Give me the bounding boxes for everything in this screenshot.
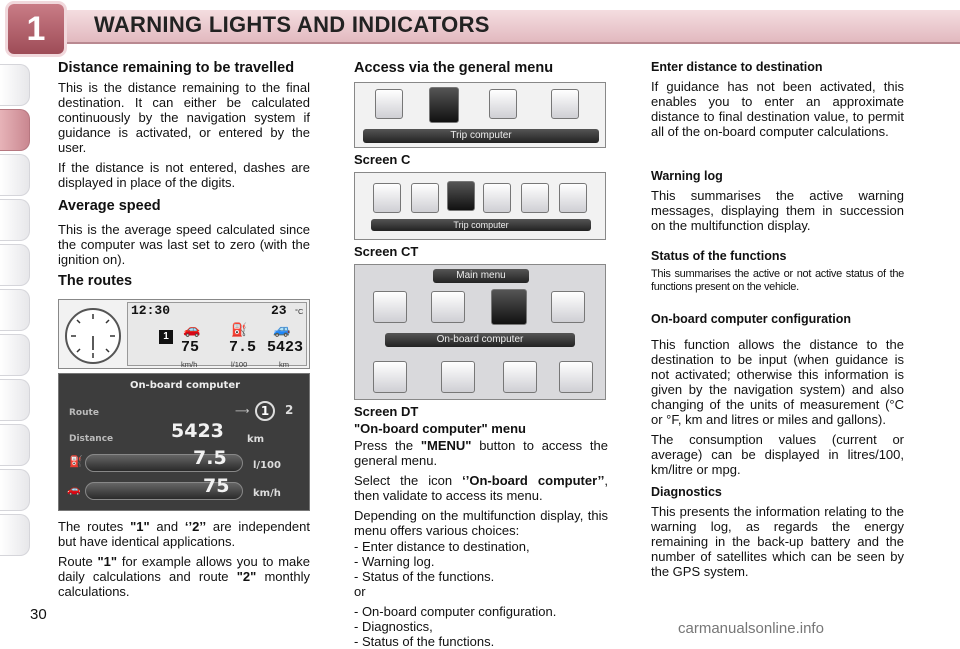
screen-dt-bar: On-board computer [385,333,575,347]
dashboard-display [58,299,310,369]
menu-heading: "On-board computer" menu [354,421,526,436]
chapter-tab[interactable] [0,334,30,376]
config-text-2: The consumption values (current or average) can be displayed in litres/100, km/litre or mpg. [651,432,904,477]
text-bold: "1" [97,554,118,569]
press-menu-text [354,438,608,468]
list-item: - Warning log. [354,554,435,569]
telephone-icon[interactable] [373,361,407,393]
screen-c-display [354,82,606,148]
settings-icon[interactable] [483,183,511,213]
text-bold: "2" [236,569,257,584]
enter-distance-text: If guidance has not been activated, this enables you to enter an approximate distance to final destination value, to permit all of the on-board computer calculations. [651,79,904,139]
speedometer-dial [65,308,121,364]
chapter-tab[interactable] [0,424,30,466]
telephone-icon[interactable] [551,89,579,119]
dial-ticks [67,310,119,362]
distance-unit: km [279,360,289,369]
text-bold: ‘’On-board computer’’ [462,473,605,488]
diagnostics-heading: Diagnostics [651,485,722,499]
text-run: Select the icon [354,473,463,488]
config-heading: On-board computer configuration [651,312,851,326]
text-run: , then validate to access its menu. [354,473,608,503]
consumption-readout: 7.5 [229,339,257,356]
screen-c-caption: Screen C [354,152,411,167]
config-text-1: This function allows the distance to the destination to be input (when guidance is not activated; otherwise this information is given by the navigation system) and also changing of the units of measurement (°C or °F, km and litres or miles and gallons). [651,337,904,427]
obc-title: On-board computer [129,380,241,391]
onboard-computer-icon[interactable] [491,289,527,325]
text-run: monthly calculations. [58,569,310,599]
screen-ct-bar: Trip computer [371,219,591,231]
obc-distance-label: Distance [69,434,114,444]
text-bold: "MENU" [420,438,472,453]
obc-consumption-value: 7.5 [193,447,227,469]
text-run: for example allows you to make daily calculations and route [58,554,310,584]
audio-icon[interactable] [441,361,475,393]
text-bold: ‘’2’’ [184,519,207,534]
settings-icon[interactable] [551,291,585,323]
chapter-tab[interactable] [0,154,30,196]
page-number: 30 [30,606,47,623]
text-run: and [149,519,185,534]
choices-list-b [354,604,608,649]
routes-text-1 [58,519,310,549]
trip-computer-icon[interactable] [447,181,475,211]
text-run: are independent but have identical applications. [58,519,310,549]
fuel-icon: ⛽ [231,322,248,337]
routes-text-2 [58,554,310,599]
list-item: - Enter distance to destination, [354,539,530,554]
obc-route-label: Route [69,408,99,418]
clock-readout: 12:30 [131,303,171,318]
middle-column [354,60,608,649]
chapter-badge: 1 [8,4,64,54]
page-title: WARNING LIGHTS AND INDICATORS [94,12,490,37]
right-column [651,60,904,584]
chapter-tab[interactable] [0,514,30,556]
chapter-tab[interactable] [0,289,30,331]
chapter-tabs [0,64,36,584]
audio-settings-icon[interactable] [489,89,517,119]
telephone-icon[interactable] [521,183,549,213]
average-heading: Average speed [58,198,161,214]
obc-speed-unit: km/h [253,488,281,499]
text-run: The routes [58,519,131,534]
screen-ct-caption: Screen CT [354,244,419,259]
audio-icon[interactable] [559,183,587,213]
car-flag-icon: 🚙 [273,321,291,337]
text-run: Route [58,554,98,569]
obc-route-1[interactable]: 1 [255,401,275,421]
status-text: This summarises the active or not active status of the functions present on the vehicle. [651,268,904,293]
trip-computer-icon[interactable] [429,87,459,123]
distance-text-1: This is the distance remaining to the final destination. It can either be calculated continuously by the navigation system if guidance is activated, or entered by the user. [58,80,310,155]
screen-c-bar: Trip computer [363,129,599,143]
car-icon: 🚗 [183,321,201,337]
depending-text: Depending on the multifunction display, this menu offers various choices: [354,508,608,538]
map-icon[interactable] [503,361,537,393]
obc-distance-unit: km [247,434,265,445]
watermark: carmanualsonline.info [678,620,824,637]
chapter-tab[interactable] [0,244,30,286]
or-text: or [354,584,366,599]
chapter-tab[interactable] [0,199,30,241]
page-header [0,0,960,50]
navigation-icon[interactable] [373,183,401,213]
warning-log-heading: Warning log [651,169,723,183]
list-item: - On-board computer configuration. [354,604,557,619]
enter-distance-heading: Enter distance to destination [651,60,823,74]
screen-dt-display [354,264,606,400]
video-icon[interactable] [559,361,593,393]
average-text: This is the average speed calculated since the computer was last set to zero (with the ignition on). [58,222,310,267]
diagnostics-text: This presents the information relating to the warning log, as regards the energy remaining in the back-up battery and the number of satellites which can be seen by the GPS system. [651,504,904,579]
speed-readout: 75 [181,339,200,356]
obc-route-2[interactable]: 2 [285,403,294,417]
obc-speed-value: 75 [203,475,230,497]
obc-distance-value: 5423 [171,420,224,442]
obc-panel [58,373,310,511]
chapter-tab-active[interactable] [0,109,30,151]
speed-unit: km/h [181,360,198,369]
text-bold: "1" [130,519,150,534]
screen-dt-caption: Screen DT [354,404,419,419]
arrow-icon: ⟶ [235,406,250,417]
screen-dt-title: Main menu [433,269,529,283]
fuel-pump-icon: ⛽ [69,455,83,468]
list-item: - Status of the functions. [354,634,495,649]
text-run: Press the [354,438,421,453]
car-icon: 🚗 [67,483,81,496]
route-icon[interactable] [411,183,439,213]
distance-text-2: If the distance is not entered, dashes are displayed in place of the digits. [58,160,310,190]
status-heading: Status of the functions [651,249,787,263]
chapter-tab[interactable] [0,64,30,106]
access-heading: Access via the general menu [354,60,554,76]
navigation-icon[interactable] [373,291,407,323]
obc-consumption-unit: l/100 [253,460,281,471]
screen-ct-display [354,172,606,240]
consumption-unit: l/100 [231,360,248,369]
warning-log-text: This summarises the active warning messages, displaying them in succession on the multifunction display. [651,188,904,233]
navigation-icon[interactable] [375,89,403,119]
chapter-tab[interactable] [0,379,30,421]
temperature-readout: 23 [271,303,287,318]
select-icon-text [354,473,608,503]
choices-list-a [354,539,608,584]
text-run: button to access the general menu. [354,438,608,468]
chapter-tab[interactable] [0,469,30,511]
distance-readout: 5423 [267,339,304,356]
route-icon[interactable] [431,291,465,323]
list-item: - Status of the functions. [354,569,495,584]
temperature-unit: °C [295,307,304,316]
left-column [58,60,310,604]
distance-heading: Distance remaining to be travelled [58,60,295,76]
routes-heading: The routes [58,273,133,289]
route-indicator: 1 [159,330,173,344]
list-item: - Diagnostics, [354,619,433,634]
onboard-computer-screen [58,373,310,511]
